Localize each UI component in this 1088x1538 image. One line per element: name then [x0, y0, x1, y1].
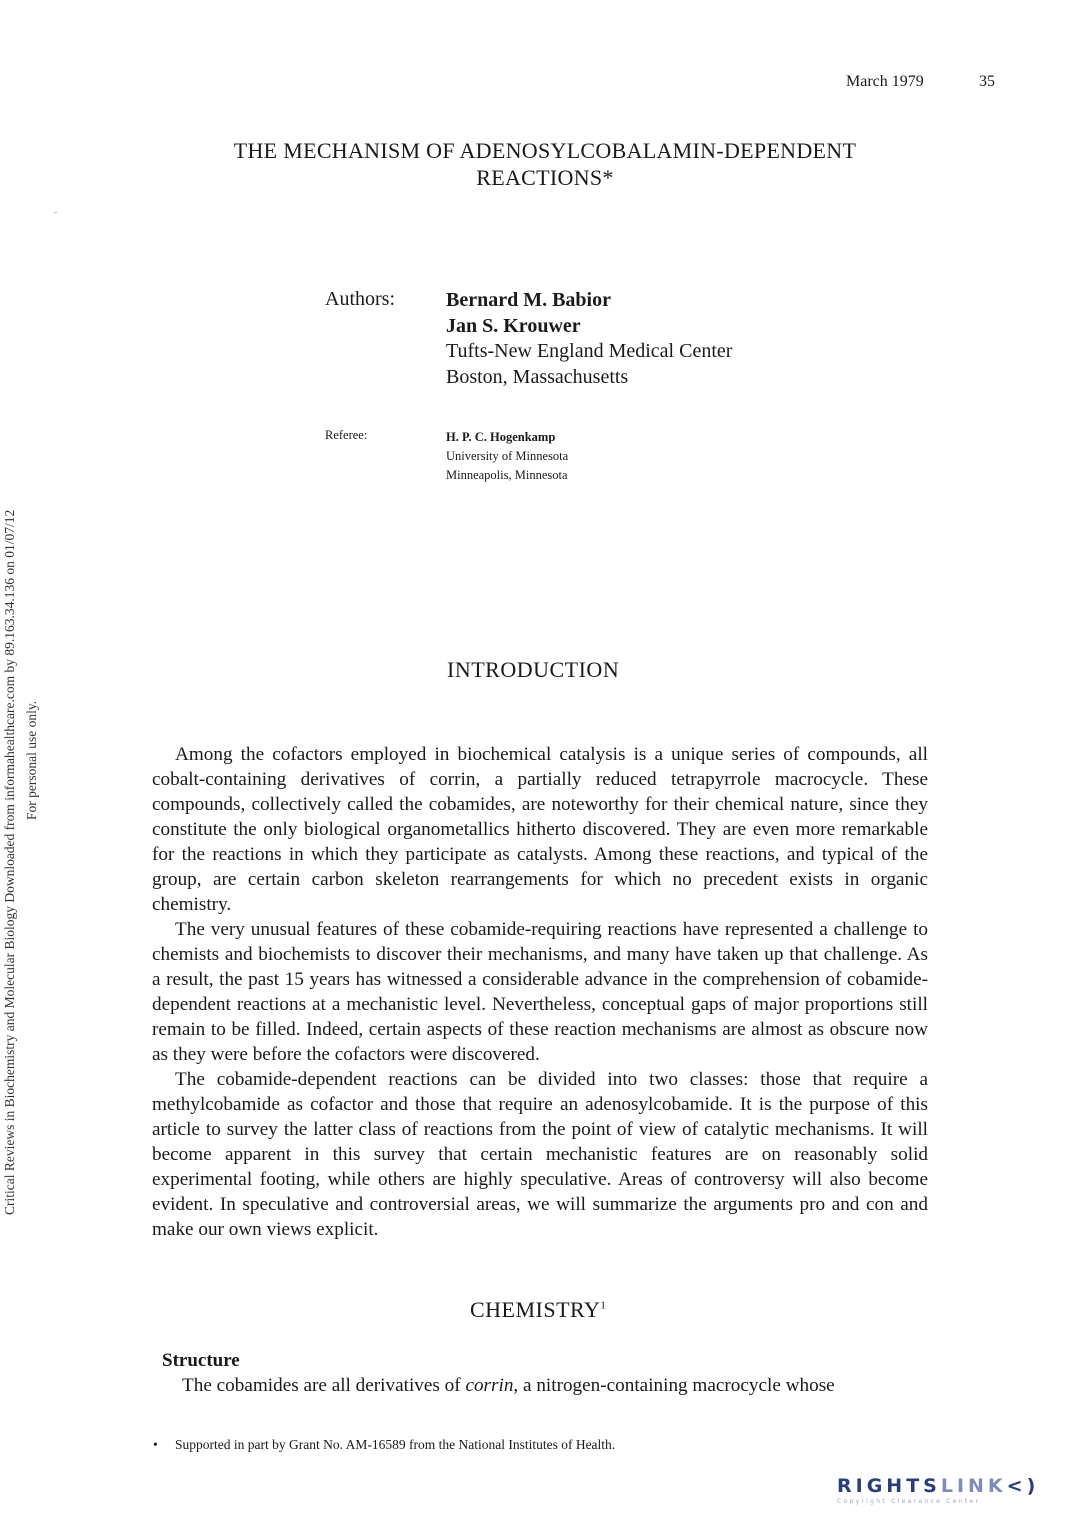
intro-paragraph: Among the cofactors employed in biochemical catalysis is a unique series of compounds, all cobalt-containing derivatives of corrin, a partially reduced tetrapyrrole macrocycle. These compounds, collectively called the cobamides, are noteworthy for their chemical nature, since they constitute the only biological organometallics hitherto discovered. They are even more remarkable for the reactions in which they participate as catalysts. Among these reactions, and typical of the group, are certain carbon skeleton rearrangements for which no precedent exists in organic chemistry.	[152, 744, 928, 915]
footnote-reference: 1	[600, 1299, 607, 1312]
author-name-1: Bernard M. Babior	[446, 289, 611, 311]
footnote-text: Supported in part by Grant No. AM-16589 from the National Institutes of Health.	[175, 1437, 616, 1452]
scan-mark	[54, 212, 57, 213]
section-heading-introduction: INTRODUCTION	[447, 657, 620, 682]
rightslink-logo-wordmark	[837, 1475, 1047, 1497]
section-heading-chemistry	[470, 1297, 606, 1323]
authors-label: Authors:	[325, 288, 395, 310]
article-title-line-2: REACTIONS*	[476, 165, 614, 190]
structure-text-after: , a nitrogen-containing macrocycle whose	[513, 1375, 835, 1396]
referee-label: Referee:	[325, 428, 368, 442]
footnote	[153, 1437, 615, 1453]
referee-name: H. P. C. Hogenkamp	[446, 430, 556, 444]
article-title	[150, 137, 940, 191]
intro-paragraph: The cobamide-dependent reactions can be divided into two classes: those that require a methylcobamide as cofactor and those that require an adenosylcobamide. It is the purpose of this article to survey the latter class of reactions from the point of view of catalytic mechanisms. It will become apparent in this survey that certain mechanistic features are on reasonably solid experimental footing, while others are highly speculative. Areas of controversy will also become evident. In speculative and controversial areas, we will summarize the arguments pro and con and make our own views explicit.	[152, 1069, 928, 1240]
rightslink-logo	[837, 1475, 1047, 1525]
referee-location: Minneapolis, Minnesota	[446, 468, 568, 482]
author-name-2: Jan S. Krouwer	[446, 314, 581, 337]
download-watermark-line-2: For personal use only.	[24, 700, 39, 820]
referee-block	[446, 428, 568, 485]
intro-paragraph: The very unusual features of these cobamide-requiring reactions have represented a challenge to chemists and biochemists to discover their mechanisms, and many have taken up that challenge. As a result, the past 15 years has witnessed a considerable advance in the comprehension of cobamide-dependent reactions at a mechanistic level. Nevertheless, conceptual gaps of major proportions still remain to be filled. Indeed, certain aspects of these reaction mechanisms are almost as obscure now as they were before the cofactors were discovered.	[152, 919, 928, 1065]
subsection-heading-structure: Structure	[162, 1350, 240, 1371]
logo-tagline: Copyright Clearance Center	[837, 1498, 981, 1505]
section-heading-chemistry-text: CHEMISTRY	[470, 1297, 601, 1322]
authors-block	[446, 288, 732, 390]
article-title-line-1: THE MECHANISM OF ADENOSYLCOBALAMIN-DEPENDENT	[233, 138, 857, 163]
author-location: Boston, Massachusetts	[446, 365, 629, 388]
author-affiliation: Tufts-New England Medical Center	[446, 340, 733, 362]
header-date: March 1979	[846, 73, 924, 90]
structure-text-before: The cobamides are all derivatives of	[182, 1375, 466, 1396]
structure-paragraph	[182, 1375, 835, 1397]
logo-part-dark: RIGHTS	[837, 1475, 941, 1497]
download-watermark	[0, 0, 38, 1538]
introduction-body	[152, 742, 928, 1242]
footnote-marker: •	[153, 1437, 158, 1452]
page-number: 35	[979, 73, 995, 90]
referee-affiliation: University of Minnesota	[446, 449, 569, 463]
structure-text-italic: corrin	[465, 1375, 514, 1396]
logo-part-light: LINK	[940, 1475, 1007, 1497]
logo-symbol-icon: <)	[1006, 1475, 1040, 1497]
download-watermark-line-1: Critical Reviews in Biochemistry and Molecular Biology Downloaded from informahealthcare.com by 89.163.34.136 on 01/07/12	[2, 509, 17, 1215]
